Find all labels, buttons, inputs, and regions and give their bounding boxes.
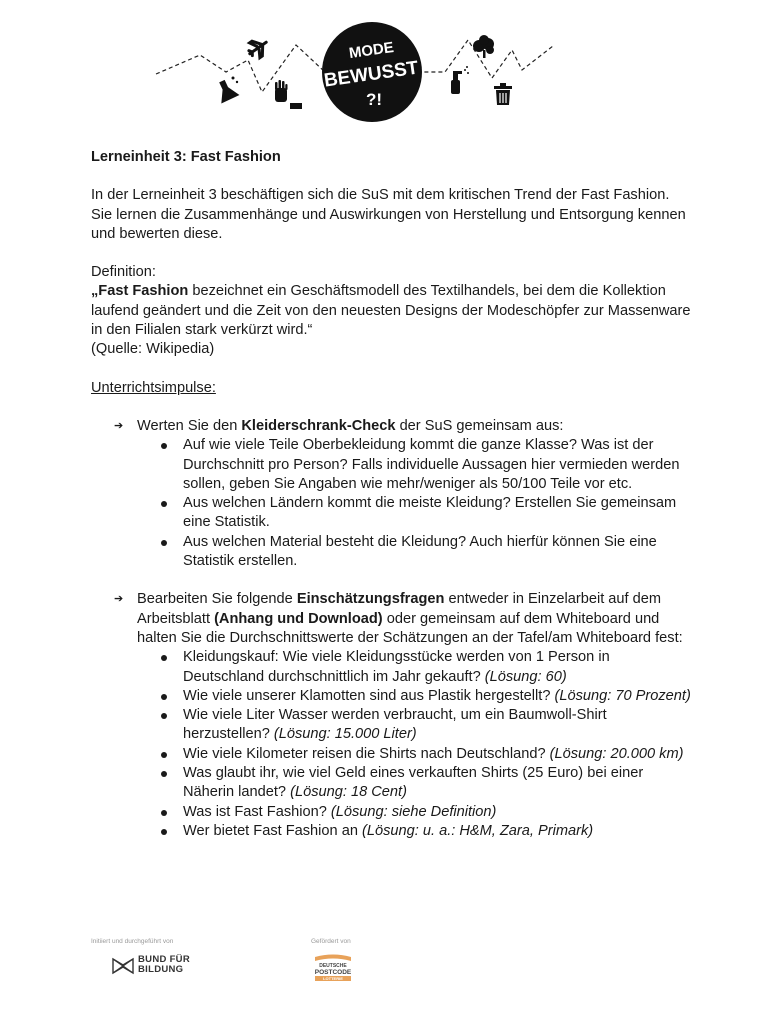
hand-icon <box>275 80 302 109</box>
dpl-line3: LOTTERIE <box>323 976 343 981</box>
definition-paragraph <box>91 282 691 340</box>
logo-line3: ?! <box>365 90 383 109</box>
bullet-dot-icon <box>161 752 167 758</box>
answer-text: (Lösung: 18 Cent) <box>290 784 407 801</box>
list-item <box>137 494 691 533</box>
definition-text: bezeichnet ein Geschäftsmodell des Textilhandels, bei dem die Kollektion laufend geändert und die Zeit von den neuesten Designs der Modeschöpfer zur Massenware in den Filialen stark verkürzt wird.“ <box>91 283 691 339</box>
list-item <box>137 706 691 745</box>
bullet-dot-icon <box>161 829 167 835</box>
list-item <box>137 822 691 841</box>
footer-right-label: Gefördert von <box>311 938 351 945</box>
spray-bottle-icon <box>451 66 469 94</box>
airplane-icon <box>245 35 272 61</box>
list-item-text: Aus welchen Ländern kommt die meiste Kleidung? Erstellen Sie gemeinsam eine Statistik. <box>183 495 677 531</box>
postcode-lotterie-logo <box>311 952 355 982</box>
list-item <box>137 745 691 764</box>
list-item <box>137 533 691 572</box>
bfb-line2: BILDUNG <box>138 964 184 975</box>
list-item-text: Aus welchen Material besteht die Kleidung? Auch hierfür können Sie eine Statistik erstellen. <box>183 533 657 570</box>
impulse2-bold2: (Anhang und Download) <box>214 610 383 627</box>
list-item <box>137 803 691 822</box>
list-item-text: Auf wie viele Teile Oberbekleidung kommt die ganze Klasse? Was ist der Durchschnitt pro Person? Falls individuelle Aussagen hier vermieden werden sollen, geben Sie Angaben wie mehr/weniger als 50/100 Teile vor etc. <box>183 437 680 492</box>
definition-quote-open: „ <box>91 283 99 300</box>
definition-label: Definition: <box>91 264 156 281</box>
list-item <box>137 648 691 687</box>
impulse-item-2 <box>91 590 691 841</box>
list-spacer <box>91 571 691 590</box>
bullet-dot-icon <box>161 810 167 816</box>
logo-line1: MODE <box>347 38 395 63</box>
impulse2-bold1: Einschätzungsfragen <box>296 591 445 608</box>
impulse2-mid: entweder in Einzelarbeit auf dem Arbeitsblatt <box>137 591 662 627</box>
impulse2-bullets <box>137 648 691 841</box>
header-banner <box>0 0 770 135</box>
bullet-dot-icon <box>161 443 167 449</box>
impulse1-bold: Kleiderschrank-Check <box>241 417 396 434</box>
impulse-item-1 <box>91 417 691 571</box>
impulse2-pre: Bearbeiten Sie folgende <box>137 591 297 608</box>
list-item <box>137 764 691 803</box>
answer-text: (Lösung: 70 Prozent) <box>554 687 691 704</box>
impulse1-bullets <box>137 436 691 571</box>
logo-line2: BEWUSST <box>322 57 420 92</box>
document-body <box>91 148 691 841</box>
answer-text: (Lösung: siehe Definition) <box>330 803 497 820</box>
bund-fuer-bildung-text <box>138 955 190 975</box>
question-text: Kleidungskauf: Wie viele Kleidungsstücke werden von 1 Person in Deutschland durchschnittlich im Jahr gekauft? <box>183 649 610 685</box>
list-item <box>137 436 691 494</box>
definition-source: (Quelle: Wikipedia) <box>91 341 215 358</box>
answer-text: (Lösung: 15.000 Liter) <box>273 726 417 743</box>
impulse-list <box>91 417 691 841</box>
bullet-dot-icon <box>161 655 167 661</box>
impulses-heading: Unterrichtsimpulse: <box>91 379 216 396</box>
list-item <box>137 687 691 706</box>
answer-text: (Lösung: 20.000 km) <box>549 745 684 762</box>
bfb-line1: BUND FÜR <box>138 954 191 965</box>
question-text: Wer bietet Fast Fashion an <box>183 822 362 839</box>
answer-text: (Lösung: u. a.: H&M, Zara, Primark) <box>362 822 594 839</box>
bullet-dot-icon <box>161 771 167 777</box>
definition-term: Fast Fashion <box>98 283 189 300</box>
answer-text: (Lösung: 60) <box>484 668 567 685</box>
question-text: Wie viele Kilometer reisen die Shirts nach Deutschland? <box>183 745 550 762</box>
arrow-bullet-icon: ➔ <box>114 593 124 606</box>
question-text: Wie viele unserer Klamotten sind aus Plastik hergestellt? <box>183 687 555 704</box>
intro-paragraph: In der Lerneinheit 3 beschäftigen sich die SuS mit dem kritischen Trend der Fast Fashion. Sie lernen die Zusammenhänge und Auswirkungen von Herstellung und Entsorgung kennen und bewerten diese. <box>91 187 686 242</box>
bullet-dot-icon <box>161 540 167 546</box>
trash-icon <box>494 83 512 105</box>
impulse1-pre: Werten Sie den <box>137 417 242 434</box>
tree-icon <box>473 35 494 58</box>
question-text: Was ist Fast Fashion? <box>183 803 331 820</box>
dpl-line2: POSTCODE <box>314 969 352 976</box>
question-text: Was glaubt ihr, wie viel Geld eines verkauften Shirts (25 Euro) bei einer Näherin landet? <box>183 765 644 801</box>
question-text: Wie viele Liter Wasser werden verbraucht, um ein Baumwoll-Shirt herzustellen? <box>183 707 607 743</box>
bullet-dot-icon <box>161 713 167 719</box>
footer-left-label: Initiiert und durchgeführt von <box>91 938 174 945</box>
arrow-bullet-icon: ➔ <box>114 419 124 432</box>
dpl-line1: DEUTSCHE <box>319 963 347 969</box>
bullet-dot-icon <box>161 501 167 507</box>
impulse1-post: der SuS gemeinsam aus: <box>395 417 564 434</box>
flask-icon <box>213 77 240 104</box>
bullet-dot-icon <box>161 694 167 700</box>
page-title: Lerneinheit 3: Fast Fashion <box>91 149 281 165</box>
impulse2-post: oder gemeinsam auf dem Whiteboard und halten Sie die Durchschnittswerte der Schätzungen an der Tafel/am Whiteboard fest: <box>137 610 683 646</box>
